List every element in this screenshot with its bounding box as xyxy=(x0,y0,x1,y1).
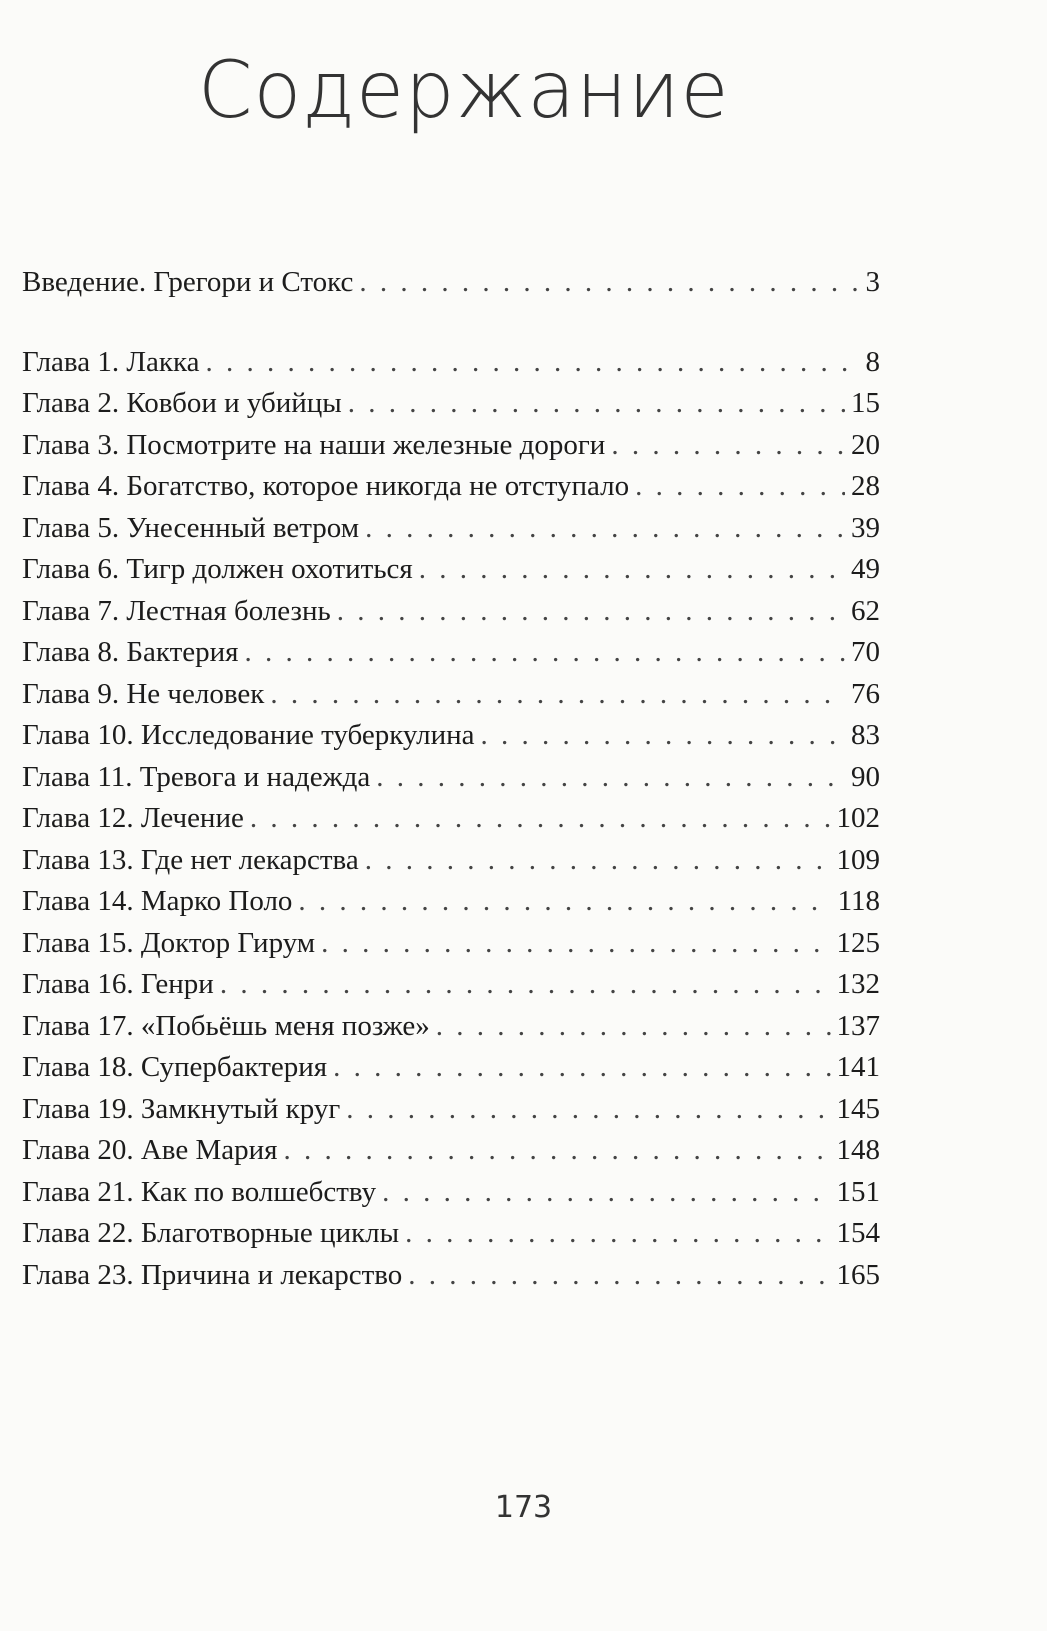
toc-leader-dots xyxy=(250,798,831,840)
toc-entry-page: 145 xyxy=(836,1092,880,1125)
toc-entry-title: Глава 14. Марко Поло xyxy=(22,885,293,917)
toc-entry-title: Глава 8. Бактерия xyxy=(22,636,239,668)
toc-entry-title: Глава 17. «Побьёшь меня позже» xyxy=(22,1009,430,1042)
toc-entry xyxy=(22,1213,880,1255)
toc-entry xyxy=(22,342,880,384)
toc-entry-page: 165 xyxy=(836,1258,880,1291)
toc-entry xyxy=(22,632,880,674)
toc-entry-page: 148 xyxy=(836,1134,880,1166)
page-title: Содержание xyxy=(198,46,730,136)
toc-entry xyxy=(22,881,880,923)
toc-entry-title: Глава 13. Где нет лекарства xyxy=(22,843,359,876)
toc-entry-title: Глава 21. Как по волшебству xyxy=(22,1175,377,1208)
toc-entry-title: Глава 23. Причина и лекарство xyxy=(22,1258,403,1291)
toc-leader-dots xyxy=(382,1172,830,1214)
toc-entry xyxy=(22,923,880,965)
toc-entry xyxy=(22,840,880,882)
toc-entry xyxy=(22,674,880,716)
toc-leader-dots xyxy=(611,425,845,467)
toc-entry-title: Глава 22. Благотворные циклы xyxy=(22,1217,400,1249)
toc-leader-dots xyxy=(365,840,831,882)
toc-leader-dots xyxy=(419,549,845,591)
toc-entry xyxy=(22,715,880,757)
toc-leader-dots xyxy=(346,1089,830,1131)
toc-entry-page: 3 xyxy=(865,266,880,298)
toc-entry-page: 49 xyxy=(851,553,880,585)
page-number: 173 xyxy=(494,1490,553,1525)
toc-leader-dots xyxy=(348,383,845,425)
toc-entry-page: 83 xyxy=(851,719,880,751)
toc-entry-page: 90 xyxy=(851,760,880,793)
toc-entry-title: Глава 19. Замкнутый круг xyxy=(22,1092,341,1125)
toc-entry-page: 8 xyxy=(865,345,880,378)
toc-entry-title: Глава 10. Исследование туберкулина xyxy=(22,719,475,751)
toc-leader-dots xyxy=(245,632,846,674)
toc-leader-dots xyxy=(408,1255,830,1297)
toc-leader-dots xyxy=(359,262,859,304)
toc-entry xyxy=(22,1172,880,1214)
toc-entry-page: 154 xyxy=(836,1217,880,1249)
toc-leader-dots xyxy=(481,715,845,757)
toc-entry-title: Глава 1. Лакка xyxy=(22,345,200,378)
toc-entry xyxy=(22,1006,880,1048)
toc-entry-title: Глава 15. Доктор Гирум xyxy=(22,926,316,959)
toc-entry-page: 151 xyxy=(836,1175,880,1208)
toc-entry xyxy=(22,549,880,591)
toc-leader-dots xyxy=(206,342,860,384)
toc-entry-title: Глава 20. Аве Мария xyxy=(22,1134,278,1166)
toc-entry-title: Глава 5. Унесенный ветром xyxy=(22,511,360,544)
toc-entry-page: 102 xyxy=(836,802,880,834)
toc-leader-dots xyxy=(436,1006,831,1048)
toc-entry-title: Глава 11. Тревога и надежда xyxy=(22,760,371,793)
toc-entry-page: 20 xyxy=(851,428,880,461)
toc-entry xyxy=(22,757,880,799)
toc-entry-page: 15 xyxy=(851,387,880,419)
toc-leader-dots xyxy=(283,1130,830,1172)
toc-entry-page: 76 xyxy=(851,677,880,710)
toc-leader-dots xyxy=(635,466,845,508)
toc-entry-page: 109 xyxy=(836,843,880,876)
toc-leader-dots xyxy=(333,1047,830,1089)
toc-leader-dots xyxy=(220,964,831,1006)
toc-entry-page: 70 xyxy=(851,636,880,668)
toc-entry xyxy=(22,591,880,633)
toc-entry-title: Глава 18. Супербактерия xyxy=(22,1051,328,1083)
toc-entry xyxy=(22,508,880,550)
toc-entry xyxy=(22,1047,880,1089)
toc-entry-title: Глава 3. Посмотрите на наши железные дороги xyxy=(22,428,606,461)
toc-leader-dots xyxy=(270,674,845,716)
toc-entry xyxy=(22,1255,880,1297)
toc-entry xyxy=(22,1130,880,1172)
toc-leader-dots xyxy=(405,1213,830,1255)
toc-leader-dots xyxy=(321,923,830,965)
toc-entry xyxy=(22,798,880,840)
toc-entry-page: 39 xyxy=(851,511,880,544)
toc-entry-page: 132 xyxy=(836,968,880,1000)
toc-entry-title: Глава 9. Не человек xyxy=(22,677,265,710)
toc-entry-title: Глава 2. Ковбои и убийцы xyxy=(22,387,342,419)
toc-entry xyxy=(22,466,880,508)
toc-entry-page: 141 xyxy=(836,1051,880,1083)
toc-entry-title: Глава 12. Лечение xyxy=(22,802,244,834)
toc-entry-title: Введение. Грегори и Стокс xyxy=(22,266,354,298)
toc-leader-dots xyxy=(376,757,845,799)
toc-entry-title: Глава 4. Богатство, которое никогда не отступало xyxy=(22,470,630,502)
toc-leader-dots xyxy=(337,591,845,633)
toc-entry-page: 28 xyxy=(851,470,880,502)
toc-entry xyxy=(22,383,880,425)
toc-entry-title: Глава 16. Генри xyxy=(22,968,214,1000)
toc-entry-title: Глава 7. Лестная болезнь xyxy=(22,594,331,627)
toc-entry-page: 118 xyxy=(837,885,880,917)
toc-leader-dots xyxy=(365,508,845,550)
toc-entry xyxy=(22,262,880,304)
toc-entry-page: 62 xyxy=(851,594,880,627)
toc-entry xyxy=(22,1089,880,1131)
toc-entry xyxy=(22,964,880,1006)
toc-leader-dots xyxy=(298,881,831,923)
toc-entry-page: 125 xyxy=(836,926,880,959)
toc-entry-page: 137 xyxy=(836,1009,880,1042)
table-of-contents xyxy=(22,262,880,1296)
toc-entry xyxy=(22,425,880,467)
toc-entry-title: Глава 6. Тигр должен охотиться xyxy=(22,553,413,585)
